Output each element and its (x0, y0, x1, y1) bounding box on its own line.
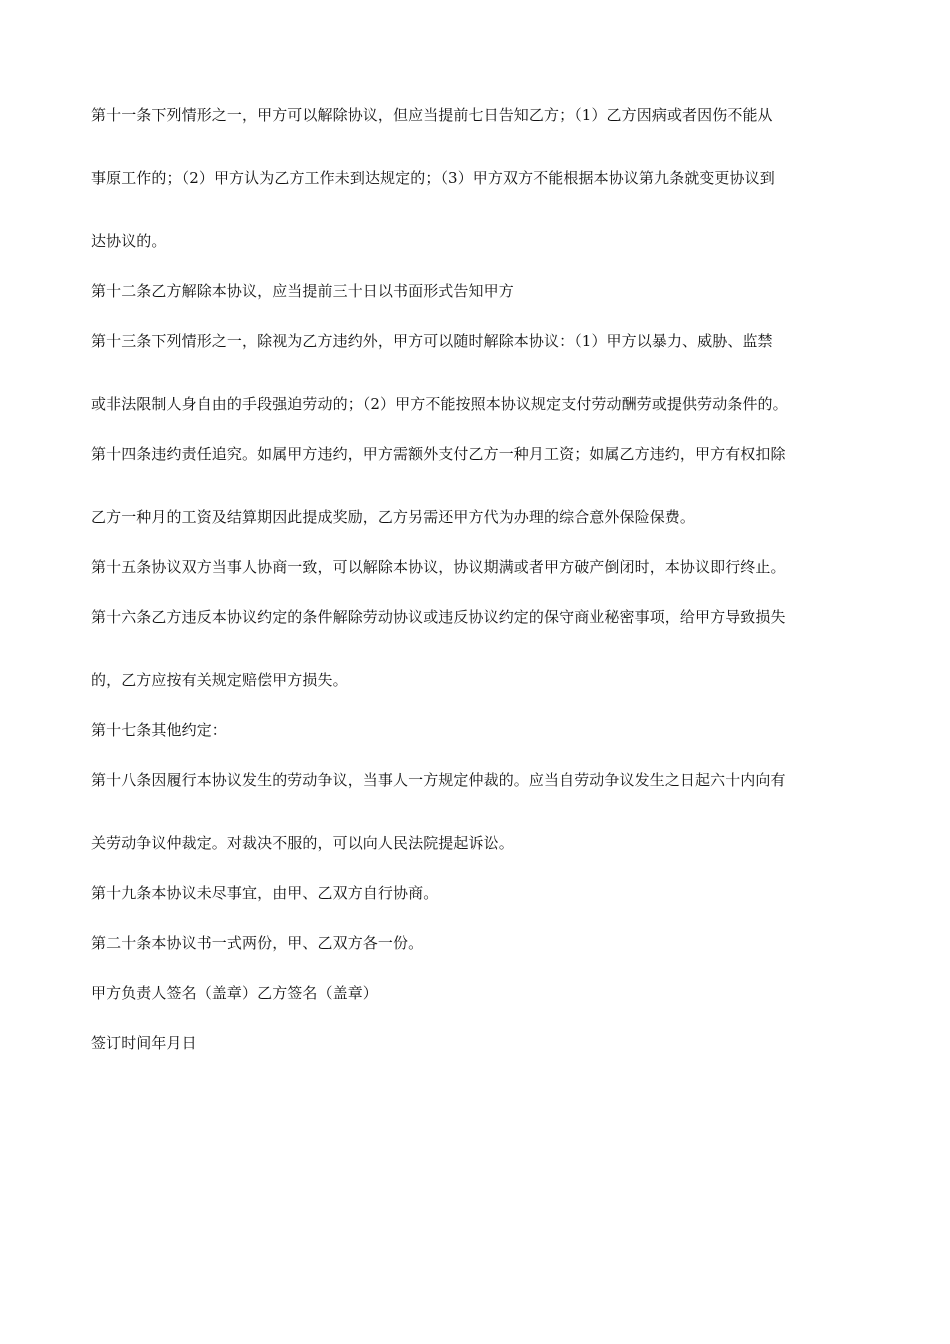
text-line: 签订时间年月日 (91, 1034, 197, 1052)
text-line: 第十一条下列情形之一，甲方可以解除协议，但应当提前七日告知乙方；（1）乙方因病或者因伤不能从 (91, 106, 773, 124)
clause-article-13-cont (91, 393, 788, 415)
text-line: 关劳动争议仲裁定。对裁决不服的，可以向人民法院提起诉讼。 (91, 834, 514, 852)
text-line: 第十五条协议双方当事人协商一致，可以解除本协议，协议期满或者甲方破产倒闭时，本协议即行终止。 (91, 558, 786, 576)
clause-article-15 (91, 556, 786, 578)
clause-article-16-cont (91, 669, 348, 691)
text-line: 第十九条本协议未尽事宜，由甲、乙双方自行协商。 (91, 884, 439, 902)
clause-article-14 (91, 443, 786, 465)
clause-article-14-cont (91, 506, 695, 528)
text-line: 乙方一种月的工资及结算期因此提成奖励，乙方另需还甲方代为办理的综合意外保险保费。 (91, 508, 696, 526)
text-line: 第十八条因履行本协议发生的劳动争议，当事人一方规定仲裁的。应当自劳动争议发生之日起六十内向有 (91, 771, 786, 789)
text-line: 的，乙方应按有关规定赔偿甲方损失。 (91, 671, 348, 689)
signature-line (91, 982, 378, 1004)
text-line: 第十六条乙方违反本协议约定的条件解除劳动协议或违反协议约定的保守商业秘密事项，给甲方导致损失 (91, 608, 786, 626)
text-line: 或非法限制人身自由的手段强迫劳动的；（2）甲方不能按照本协议规定支付劳动酬劳或提供劳动条件的。 (91, 395, 788, 413)
clause-article-11-cont (91, 167, 775, 189)
text-line: 甲方负责人签名（盖章）乙方签名（盖章） (91, 984, 378, 1002)
text-line: 第十四条违约责任追究。如属甲方违约，甲方需额外支付乙方一种月工资；如属乙方违约，甲方有权扣除 (91, 445, 786, 463)
text-line: 事原工作的；（2）甲方认为乙方工作未到达规定的；（3）甲方双方不能根据本协议第九条就变更协议到 (91, 169, 775, 187)
clause-article-18 (91, 769, 786, 791)
clause-article-16 (91, 606, 786, 628)
clause-article-17 (91, 719, 227, 741)
text-line: 第十二条乙方解除本协议，应当提前三十日以书面形式告知甲方 (91, 282, 514, 300)
clause-article-13 (91, 330, 773, 352)
text-line: 第二十条本协议书一式两份，甲、乙双方各一份。 (91, 934, 424, 952)
text-line: 第十三条下列情形之一，除视为乙方违约外，甲方可以随时解除本协议：（1）甲方以暴力、威胁、监禁 (91, 332, 773, 350)
text-line: 第十七条其他约定： (91, 721, 227, 739)
clause-article-19 (91, 882, 438, 904)
clause-article-11 (91, 104, 773, 126)
clause-article-20 (91, 932, 423, 954)
clause-article-12 (91, 280, 514, 302)
signing-date-line (91, 1032, 197, 1054)
text-line: 达协议的。 (91, 232, 167, 250)
clause-article-18-cont (91, 832, 514, 854)
clause-article-11-end (91, 230, 167, 252)
